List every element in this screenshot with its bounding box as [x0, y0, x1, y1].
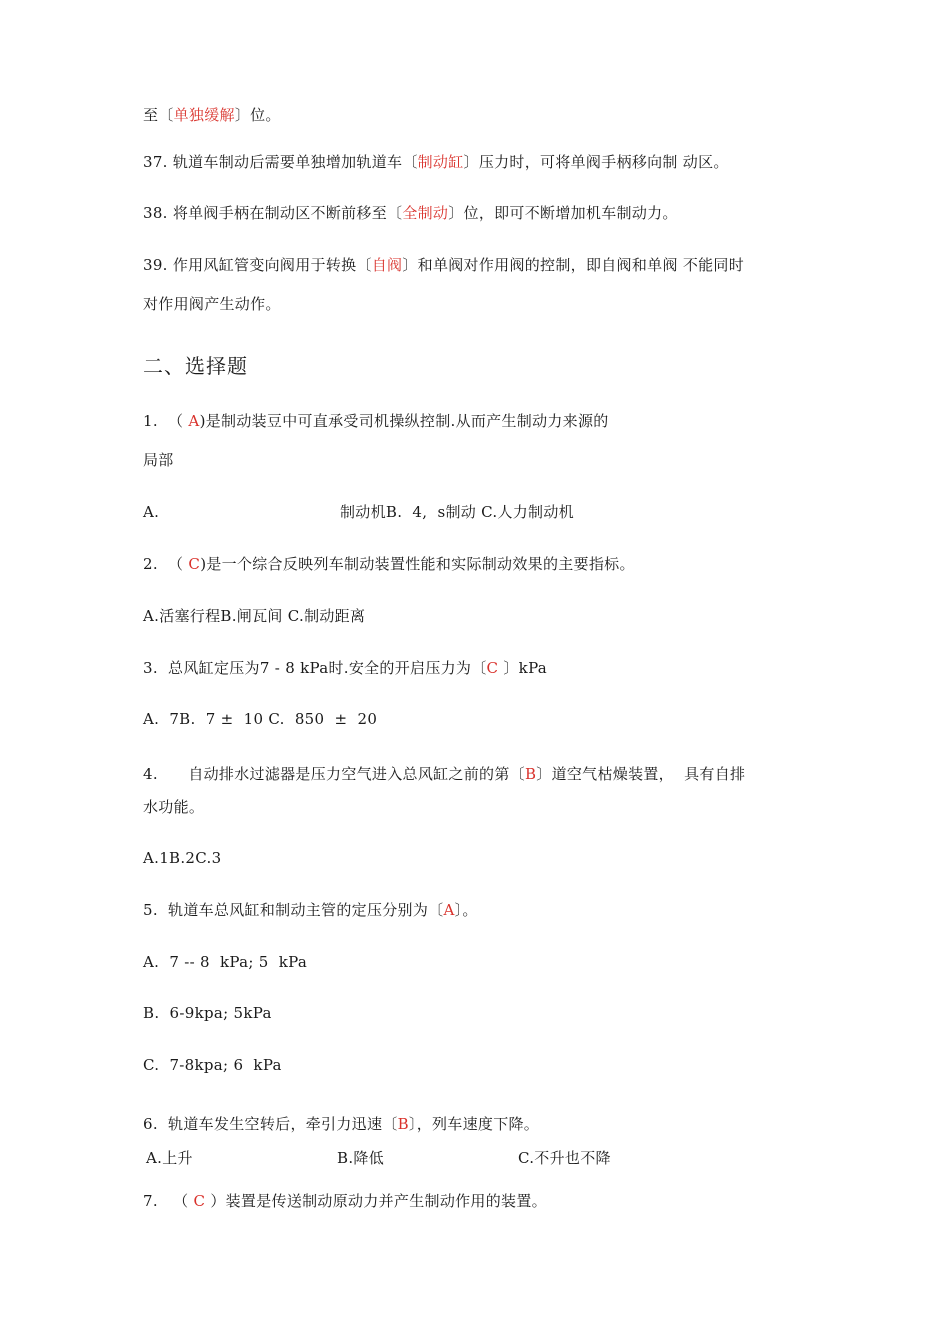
question-text: )是制动装豆中可直承受司机操纵控制.从而产生制动力来源的: [199, 412, 609, 430]
answer-text: 自阀: [371, 256, 403, 274]
question-text: 至〔: [143, 106, 174, 124]
question-text: 2. （: [143, 555, 189, 573]
question-text: 〕压力时，可将单阀手柄移向制 动区。: [463, 153, 729, 171]
q36-tail-line: [143, 105, 281, 125]
question-text: 〕道空气枯燥装置， 具有自排: [536, 765, 746, 783]
answer-text: C: [193, 1192, 206, 1210]
mc5-option-b: B. 6-9kpa; 5kPa: [143, 1004, 272, 1022]
question-text: 6. 轨道车发生空转后，牵引力迅速〔: [143, 1115, 398, 1133]
answer-text: 全制动: [402, 204, 449, 222]
q39-line: [143, 255, 744, 275]
question-text: 1. （: [143, 412, 189, 430]
mc6-option-a: A.上升: [146, 1149, 193, 1167]
mc4-line-2: 水功能。: [143, 798, 205, 816]
q39-line-2: 对作用阀产生动作。: [143, 295, 281, 313]
mc5-line: [143, 900, 478, 920]
mc6-line: [143, 1114, 539, 1134]
section-title: 二、选择题: [143, 354, 248, 378]
answer-text: B: [397, 1115, 409, 1133]
question-text: 5. 轨道车总风缸和制动主管的定压分别为〔: [143, 901, 444, 919]
answer-text: A: [443, 901, 455, 919]
q37-line: [143, 152, 729, 172]
question-text: 3. 总风缸定压为7 - 8 kPa时.安全的开启压力为〔: [143, 659, 487, 677]
question-text: 7. （: [143, 1192, 194, 1210]
mc1-option-a: A.: [143, 503, 160, 521]
answer-text: A: [188, 412, 200, 430]
mc3-line: [143, 658, 547, 678]
question-text: )是一个综合反映列车制动装置性能和实际制动效果的主要指标。: [200, 555, 635, 573]
question-text: 〕kPa: [498, 659, 548, 677]
mc7-line: [143, 1191, 547, 1211]
answer-text: 制动缸: [417, 153, 464, 171]
question-text: 4. 自动排水过滤器是压力空气进入总风缸之前的第〔: [143, 765, 525, 783]
mc2-options: A.活塞行程B.闸瓦间 C.制动距离: [143, 607, 366, 625]
mc5-option-a: A. 7 -- 8 kPa; 5 kPa: [143, 953, 308, 971]
answer-text: 单独缓解: [173, 106, 235, 124]
answer-text: B: [524, 765, 537, 783]
mc2-line: [143, 554, 635, 574]
mc1-line-2: 局部: [143, 451, 174, 469]
mc3-options: A. 7B. 7 ± 10 C. 850 ± 20: [143, 710, 378, 728]
mc4-options: A.1B.2C.3: [143, 849, 222, 867]
q38-line: [143, 203, 678, 223]
answer-text: C: [188, 555, 201, 573]
question-text: 〕。: [454, 901, 478, 919]
question-text: ）装置是传送制动原动力并产生制动作用的装置。: [205, 1192, 547, 1210]
mc6-option-b: B.降低: [337, 1149, 384, 1167]
mc1-line: [143, 411, 609, 431]
mc5-option-c: C. 7-8kpa; 6 kPa: [143, 1056, 282, 1074]
question-text: 39. 作用风缸管变向阀用于转换〔: [143, 256, 372, 274]
question-text: 〕和单阀对作用阀的控制，即自阀和单阀 不能同时: [402, 256, 745, 274]
mc4-line: [143, 764, 745, 784]
question-text: 37. 轨道车制动后需要单独增加轨道车〔: [143, 153, 418, 171]
mc1-options: 制动机B. 4, s制动 C.人力制动机: [340, 503, 574, 521]
question-text: 〕位。: [234, 106, 281, 124]
question-text: 〕位，即可不断增加机车制动力。: [448, 204, 678, 222]
question-text: 38. 将单阀手柄在制动区不断前移至〔: [143, 204, 403, 222]
mc6-option-c: C.不升也不降: [518, 1149, 611, 1167]
question-text: 〕，列车速度下降。: [408, 1115, 540, 1133]
answer-text: C: [486, 659, 499, 677]
